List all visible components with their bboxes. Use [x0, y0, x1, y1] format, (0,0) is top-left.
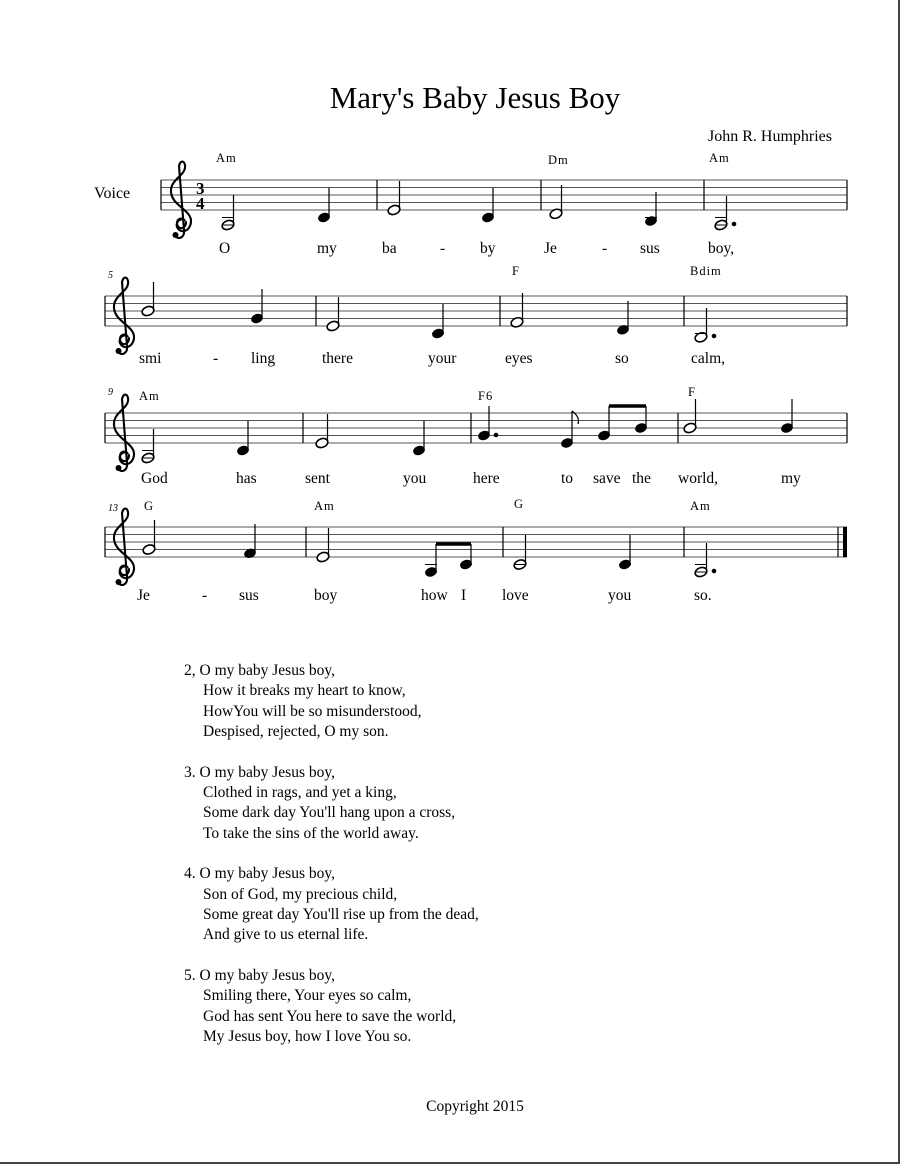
lyric-syllable: ba: [382, 240, 397, 257]
chord-symbol: Bdim: [690, 264, 722, 278]
chord-symbol: F6: [478, 389, 494, 403]
chord-symbol: Am: [314, 499, 335, 513]
lyric-syllable: there: [322, 350, 353, 367]
lyric-syllable: O: [219, 240, 231, 257]
lyric-syllable: sus: [640, 240, 660, 257]
lyric-syllable: boy: [314, 587, 338, 604]
verse-line: To take the sins of the world away.: [203, 824, 419, 842]
lyric-syllable: the: [632, 470, 651, 487]
chord-symbol: Am: [690, 499, 711, 513]
lyric-hyphen: -: [202, 587, 208, 604]
composer-credit: John R. Humphries: [708, 128, 832, 145]
lyric-syllable: boy,: [708, 240, 735, 257]
lyric-syllable: I: [461, 587, 467, 604]
lyric-syllable: my: [781, 470, 801, 487]
staff-system-4: [105, 509, 847, 585]
verse-line: Some dark day You'll hang upon a cross,: [203, 804, 456, 822]
verse-line: God has sent You here to save the world,: [203, 1007, 457, 1025]
lyric-syllable: by: [480, 240, 496, 257]
lyric-hyphen: -: [440, 240, 446, 257]
lyric-syllable: you: [403, 470, 427, 487]
lyric-syllable: God: [141, 470, 168, 487]
verse-line: How it breaks my heart to know,: [203, 682, 406, 700]
lyric-syllable: Je: [544, 240, 557, 257]
staff-system-1: [161, 162, 847, 238]
lyric-syllable: sus: [239, 587, 259, 604]
svg-text:3: 3: [196, 179, 205, 198]
verse-line: And give to us eternal life.: [203, 926, 369, 944]
lyric-syllable: your: [428, 350, 457, 367]
lyric-hyphen: -: [213, 350, 219, 367]
verse-2: [184, 661, 479, 742]
lyric-syllable: world,: [678, 470, 719, 487]
lyric-syllable: here: [473, 470, 500, 487]
additional-verses: [184, 661, 479, 1068]
song-title: Mary's Baby Jesus Boy: [329, 80, 621, 115]
staff-system-2: [105, 278, 847, 354]
verse-line: Despised, rejected, O my son.: [203, 722, 389, 740]
lyric-syllable: to: [561, 470, 574, 487]
lyric-syllable: so: [615, 350, 629, 367]
lyric-syllable: eyes: [505, 350, 533, 367]
lyric-syllable: sent: [305, 470, 330, 487]
chord-symbol: Am: [139, 389, 160, 403]
chord-symbol: Am: [709, 151, 730, 165]
verse-line: My Jesus boy, how I love You so.: [203, 1027, 412, 1045]
verse-line: 2, O my baby Jesus boy,: [184, 662, 335, 679]
lyric-syllable: love: [502, 587, 529, 604]
chord-symbol: Am: [216, 151, 237, 165]
verse-3: [184, 763, 479, 844]
chord-symbol: Dm: [548, 153, 569, 167]
lyric-syllable: you: [608, 587, 632, 604]
verse-line: Clothed in rags, and yet a king,: [203, 783, 397, 801]
verse-line: Son of God, my precious child,: [203, 885, 398, 903]
lyric-syllable: ling: [251, 350, 276, 367]
chord-symbol: G: [514, 497, 525, 511]
lyric-syllable: smi: [139, 350, 162, 367]
verse-line: 3. O my baby Jesus boy,: [184, 763, 335, 781]
chord-symbol: G: [144, 499, 155, 513]
staff-system-3: [105, 395, 847, 471]
verse-4: [184, 864, 479, 945]
verse-line: HowYou will be so misunderstood,: [203, 702, 422, 720]
measure-number: 5: [108, 270, 113, 281]
measure-number: 9: [108, 387, 113, 398]
lyric-hyphen: -: [602, 240, 608, 257]
lyric-syllable: has: [236, 470, 257, 487]
verse-5: [184, 966, 479, 1047]
verse-line: 5. O my baby Jesus boy,: [184, 967, 335, 985]
lyric-syllable: so.: [694, 587, 712, 604]
verse-line: Smiling there, Your eyes so calm,: [203, 987, 412, 1005]
copyright-notice: Copyright 2015: [426, 1098, 524, 1115]
instrument-label: Voice: [94, 185, 131, 202]
lyric-syllable: how: [421, 587, 448, 604]
svg-text:4: 4: [196, 194, 205, 213]
chord-symbol: F: [512, 264, 520, 278]
lyric-syllable: calm,: [691, 350, 725, 367]
lyric-syllable: save: [593, 470, 621, 487]
verse-line: 4. O my baby Jesus boy,: [184, 865, 335, 883]
chord-symbol: F: [688, 385, 696, 399]
lyric-syllable: my: [317, 240, 337, 257]
lyric-syllable: Je: [137, 587, 150, 604]
verse-line: Some great day You'll rise up from the dead,: [203, 905, 479, 923]
measure-number: 13: [108, 503, 118, 514]
